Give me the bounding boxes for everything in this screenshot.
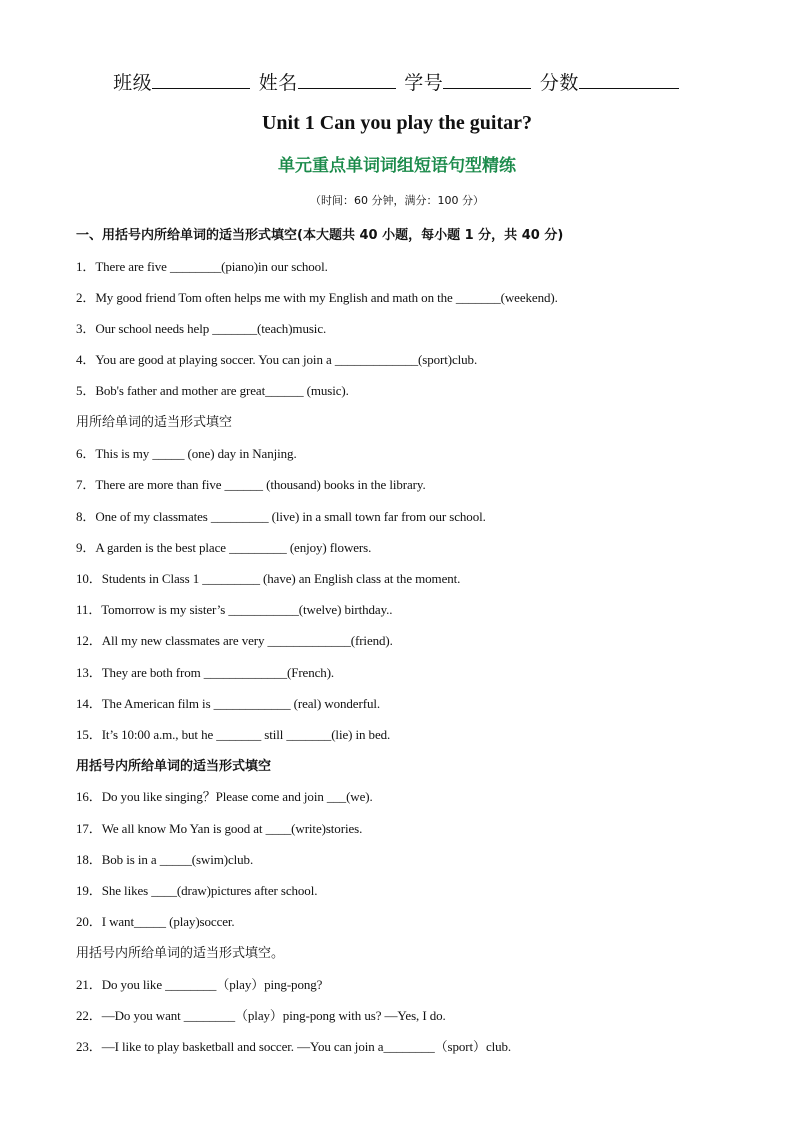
question-item (76, 256, 328, 275)
question-number: 13． (76, 665, 102, 680)
question-number: 18． (76, 852, 102, 867)
question-item (76, 599, 392, 618)
question-item (76, 974, 322, 993)
question-text: The American film is ____________ (real) wonderful. (101, 696, 381, 711)
score-blank (579, 70, 679, 89)
question-item (76, 349, 477, 368)
question-text: A garden is the best place _________ (enjoy) flowers. (95, 540, 372, 555)
question-item (76, 724, 390, 743)
question-text: —Do you want ________（play）ping-pong with us? —Yes, I do. (101, 1008, 446, 1023)
question-number: 16． (76, 789, 102, 804)
question-item (76, 474, 426, 493)
question-item (76, 1036, 511, 1055)
section-heading-1: 一、用括号内所给单词的适当形式填空(本大题共 40 小题，每小题 1 分，共 40 分) (76, 228, 564, 243)
class-label: 班级 (113, 72, 153, 94)
question-number: 15． (76, 727, 102, 742)
question-item (76, 506, 486, 525)
question-item (76, 786, 373, 805)
section-heading-4: 用括号内所给单词的适当形式填空。 (76, 946, 285, 961)
question-text: Our school needs help _______(teach)music. (95, 321, 327, 336)
question-text: My good friend Tom often helps me with my English and math on the _______(weekend). (95, 290, 558, 305)
question-number: 20． (76, 914, 102, 929)
question-number: 21． (76, 977, 102, 992)
question-item (76, 630, 393, 649)
question-item (76, 1005, 446, 1024)
question-item (76, 849, 253, 868)
question-number: 6． (76, 446, 96, 461)
question-text: One of my classmates _________ (live) in a small town far from our school. (95, 509, 486, 524)
number-label: 学号 (404, 72, 444, 94)
question-item (76, 818, 362, 837)
question-item (76, 568, 460, 587)
question-number: 19． (76, 883, 102, 898)
question-text: Bob is in a _____(swim)club. (101, 852, 254, 867)
question-number: 2． (76, 290, 96, 305)
name-blank (298, 70, 396, 89)
question-item (76, 287, 558, 306)
question-number: 3． (76, 321, 96, 336)
question-text: I want_____ (play)soccer. (101, 914, 235, 929)
question-text: You are good at playing soccer. You can join a _____________(sport)club. (95, 352, 478, 367)
question-item (76, 537, 371, 556)
question-text: Tomorrow is my sister’s ___________(twelve) birthday.. (101, 602, 393, 617)
student-info-line (0, 68, 794, 95)
question-text: There are more than five ______ (thousand) books in the library. (95, 477, 426, 492)
question-text: It’s 10:00 a.m., but he _______ still _______(lie) in bed. (101, 727, 391, 742)
question-text: Bob's father and mother are great______ (music). (95, 383, 349, 398)
section-heading-3: 用括号内所给单词的适当形式填空 (76, 759, 272, 774)
question-number: 23． (76, 1039, 102, 1054)
question-text: We all know Mo Yan is good at ____(write)stories. (101, 821, 363, 836)
page-subtitle: 单元重点单词词组短语句型精练 (278, 156, 516, 176)
question-item (76, 880, 317, 899)
question-number: 11． (76, 602, 102, 617)
question-number: 22． (76, 1008, 102, 1023)
question-number: 12． (76, 633, 102, 648)
class-blank (152, 70, 250, 89)
question-text: All my new classmates are very _____________(friend). (101, 633, 393, 648)
question-number: 10． (76, 571, 102, 586)
question-item (76, 318, 326, 337)
score-label: 分数 (539, 72, 579, 94)
question-number: 7． (76, 477, 96, 492)
question-text: Do you like ________（play）ping-pong? (101, 977, 323, 992)
question-text: She likes ____(draw)pictures after school. (101, 883, 318, 898)
question-text: This is my _____ (one) day in Nanjing. (95, 446, 297, 461)
question-item (76, 662, 334, 681)
question-number: 17． (76, 821, 102, 836)
question-number: 8． (76, 509, 96, 524)
question-text: Do you like singing？Please come and join ___(we). (101, 789, 373, 804)
question-item (76, 911, 235, 930)
question-item (76, 443, 297, 462)
question-text: There are five ________(piano)in our school. (95, 259, 328, 274)
page-title: Unit 1 Can you play the guitar? (261, 112, 533, 134)
question-item (76, 693, 380, 712)
question-number: 5． (76, 383, 96, 398)
time-note: （时间：60 分钟，满分：100 分） (310, 194, 484, 207)
question-number: 9． (76, 540, 96, 555)
question-text: They are both from _____________(French). (101, 665, 335, 680)
question-number: 14． (76, 696, 102, 711)
number-blank (443, 70, 531, 89)
name-label: 姓名 (258, 72, 298, 94)
section-heading-2: 用所给单词的适当形式填空 (76, 415, 233, 430)
question-number: 4． (76, 352, 96, 367)
question-text: Students in Class 1 _________ (have) an English class at the moment. (101, 571, 461, 586)
question-text: —I like to play basketball and soccer. —You can join a________（sport）club. (101, 1039, 512, 1054)
question-item (76, 380, 349, 399)
question-number: 1． (76, 259, 96, 274)
